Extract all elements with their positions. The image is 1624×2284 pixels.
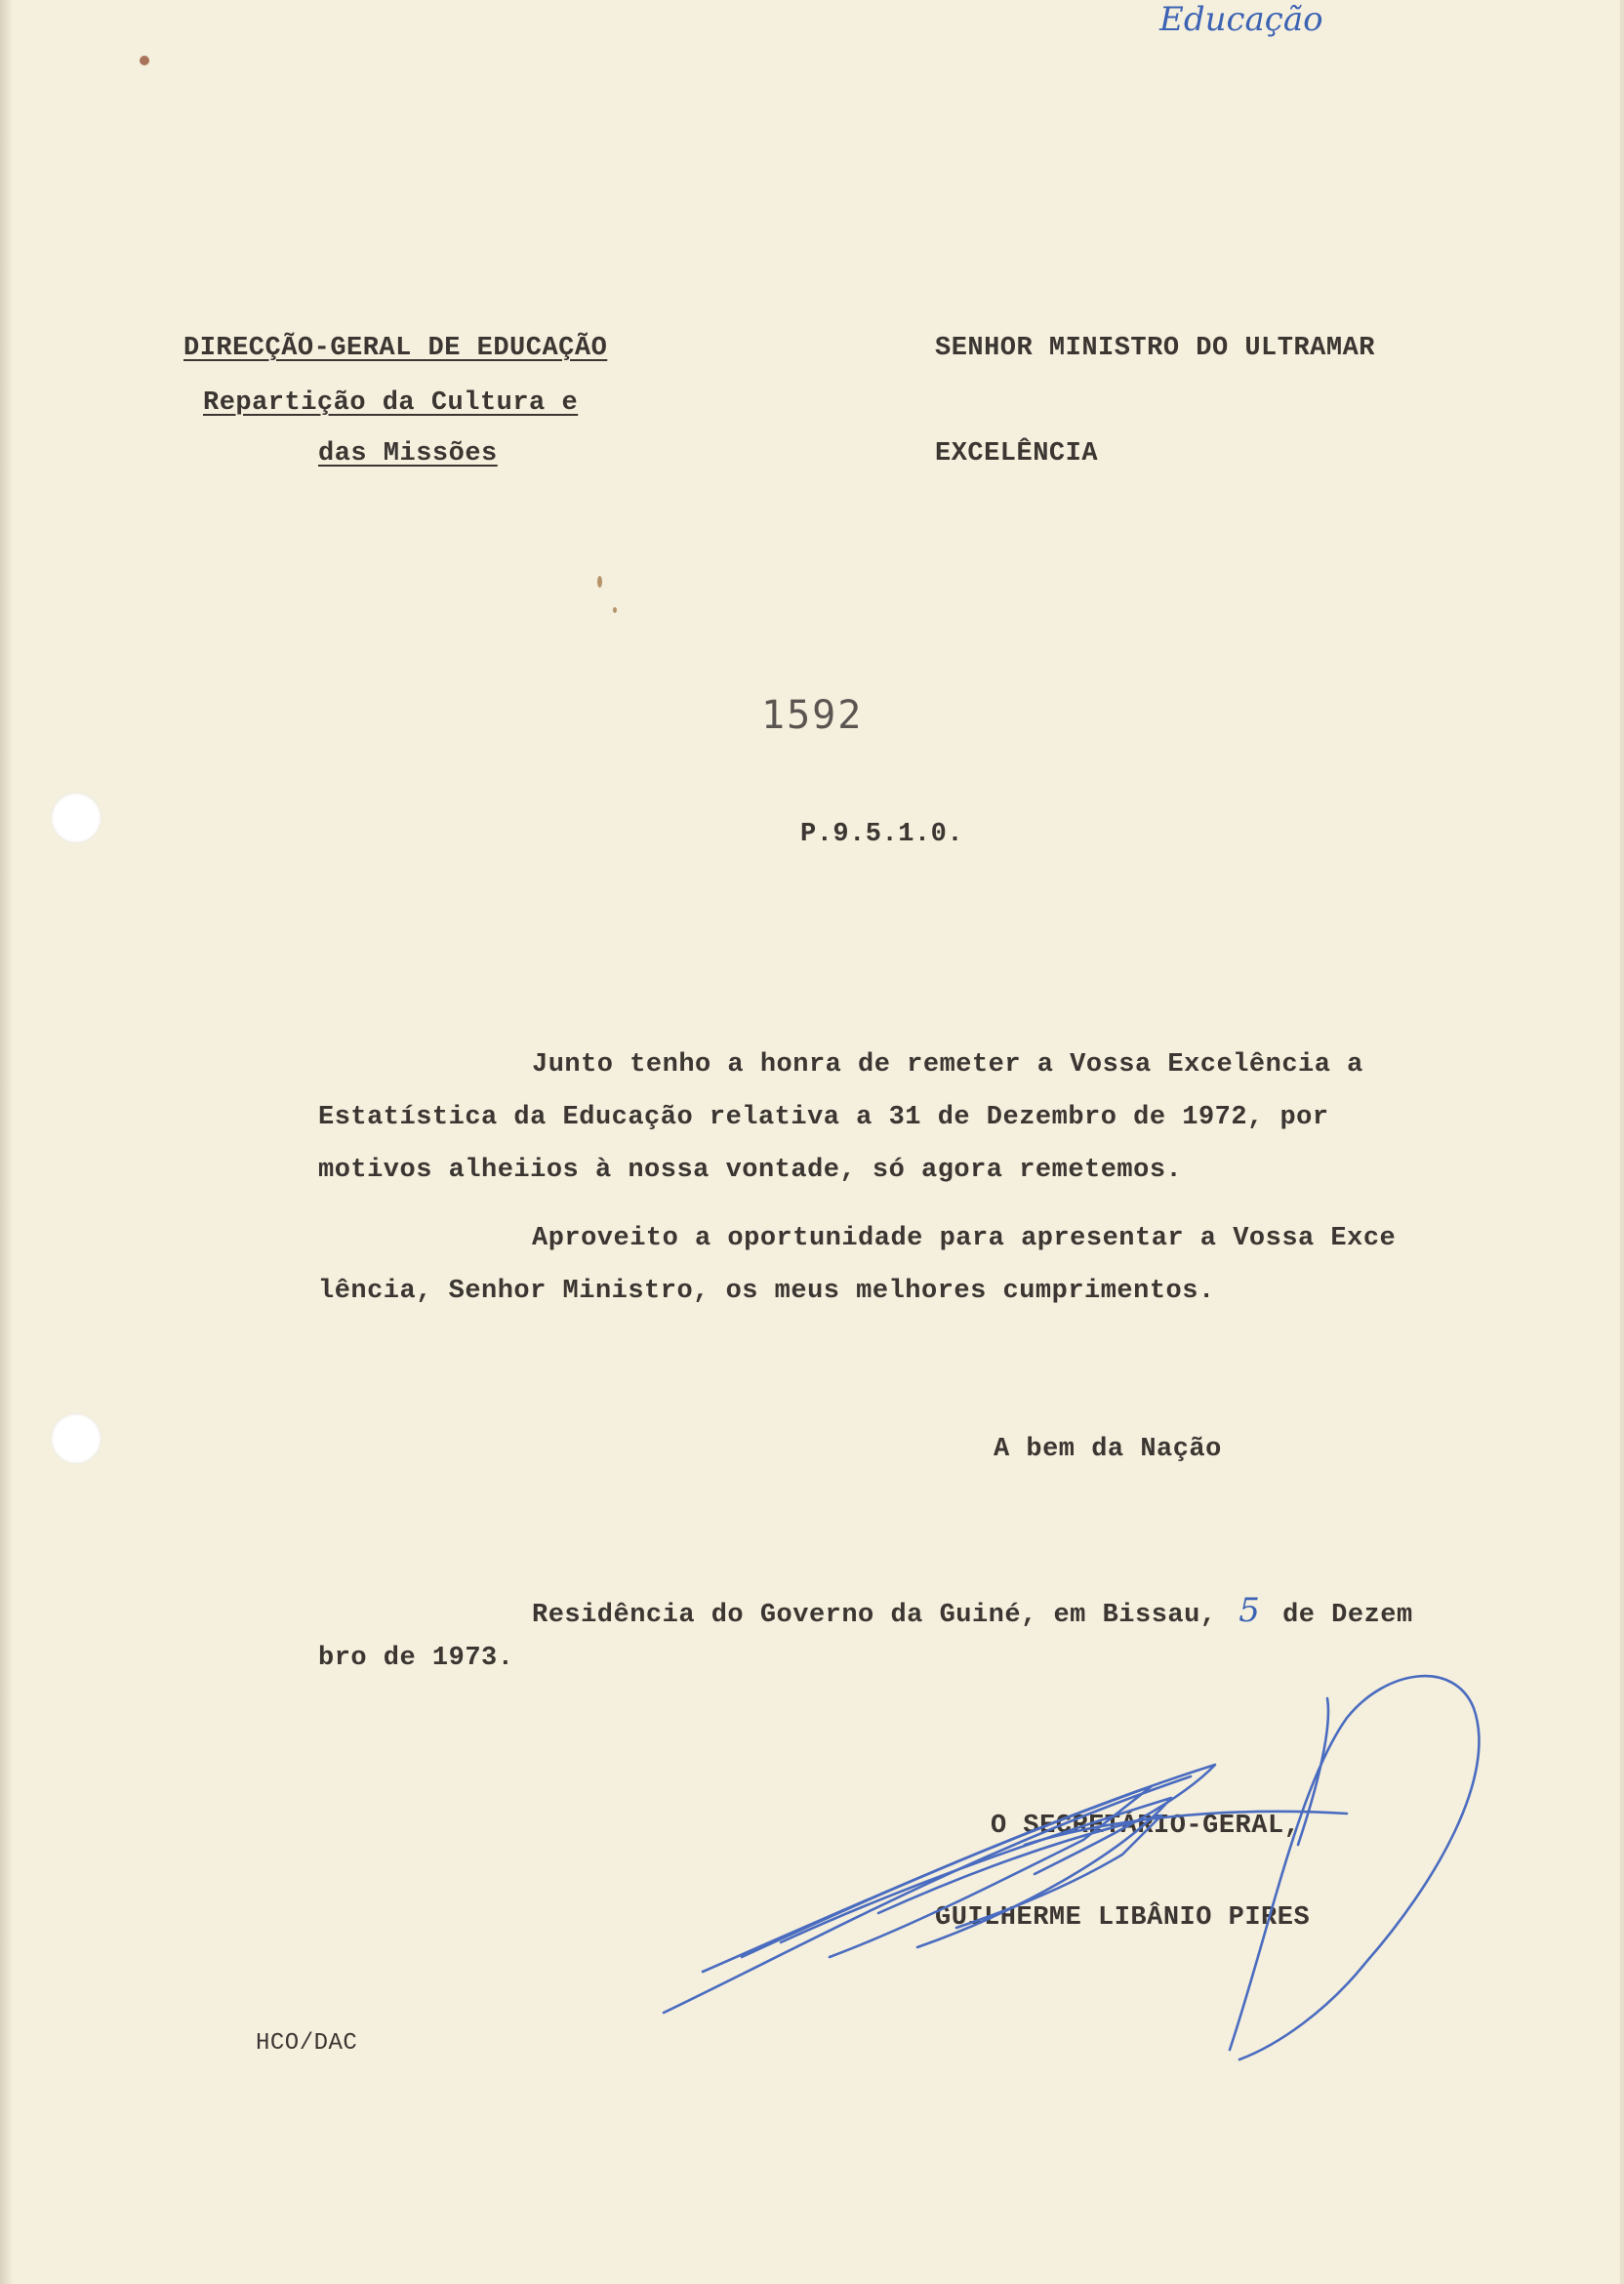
sender-line-3: das Missões: [318, 439, 498, 469]
place-date-text: Residência do Governo da Guiné, em Bissau,: [532, 1601, 1217, 1630]
signature-stroke: [664, 1776, 1191, 2013]
recipient-title: SENHOR MINISTRO DO ULTRAMAR: [935, 334, 1375, 363]
reference-code: P.9.5.1.0.: [800, 820, 964, 849]
body-line: motivos alheiios à nossa vontade, só agora remetemos.: [318, 1156, 1183, 1185]
signatory-name: GUILHERME LIBÂNIO PIRES: [935, 1903, 1311, 1933]
recipient-salutation: EXCELÊNCIA: [935, 439, 1099, 469]
body-line: Aproveito a oportunidade para apresentar a Vossa Exce: [532, 1224, 1397, 1253]
place-date-text: de Dezem: [1282, 1601, 1413, 1630]
sender-line-2: Repartição da Cultura e: [203, 388, 579, 418]
handwritten-annotation: Educação: [1159, 0, 1323, 39]
stamp-number: 1592: [761, 693, 864, 738]
handwritten-day: 5: [1238, 1591, 1261, 1630]
closing-formula: A bem da Nação: [994, 1435, 1222, 1464]
body-line: lência, Senhor Ministro, os meus melhores cumprimentos.: [318, 1277, 1215, 1306]
signature-stroke: [1230, 1676, 1479, 2060]
signatory-title: O SECRETÁRIO-GERAL,: [991, 1812, 1301, 1841]
signature-stroke: [1298, 1698, 1328, 1845]
body-line: Junto tenho a honra de remeter a Vossa Excelência a: [532, 1050, 1363, 1080]
body-line: Estatística da Educação relativa a 31 de Dezembro de 1972, por: [318, 1103, 1329, 1132]
reference-initials: HCO/DAC: [256, 2030, 358, 2057]
sender-line-1: DIRECÇÃO-GERAL DE EDUCAÇÃO: [183, 334, 608, 363]
place-date-line-2: bro de 1973.: [318, 1644, 514, 1673]
